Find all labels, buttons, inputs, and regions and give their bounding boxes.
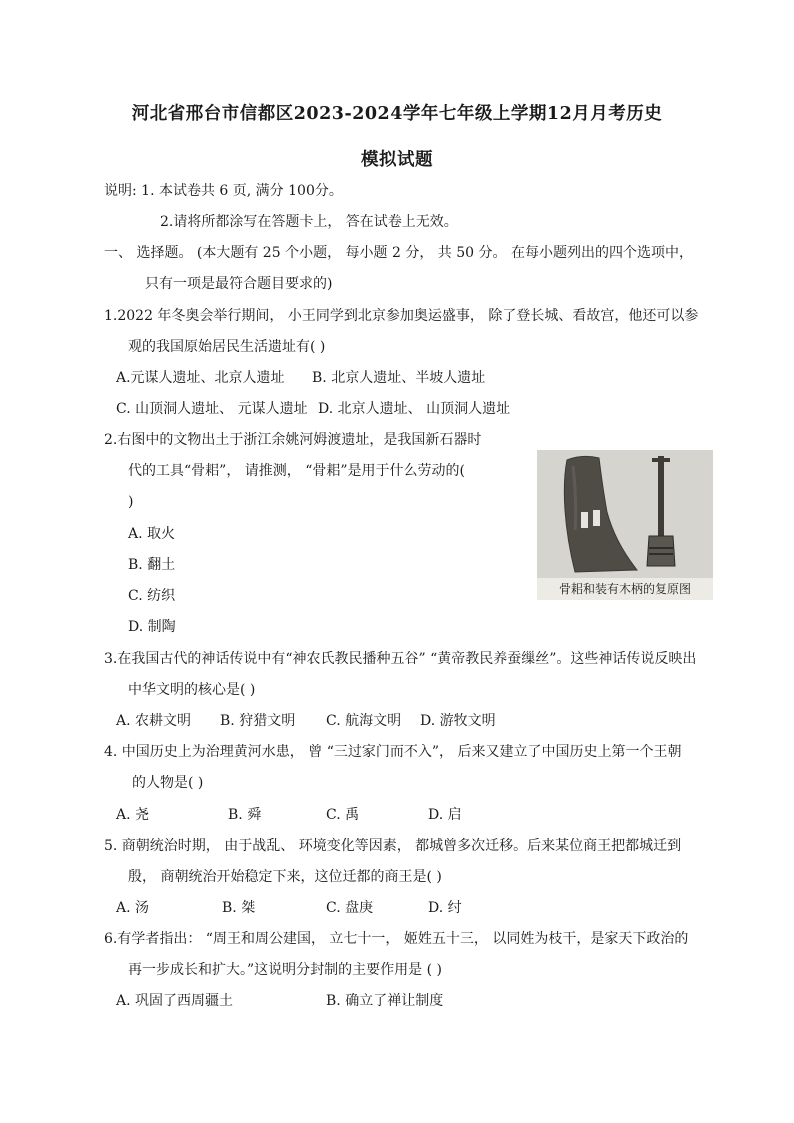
question-4-option-c: C. 禹 [326,807,360,823]
question-3-text: 3.在我国古代的神话传说中有“神农氏教民播种五谷” “黄帝教民养蚕缫丝”。这些神话传说反映出 [104,651,697,667]
question-5-option-b: B. 桀 [222,900,256,916]
question-1-option-c: C. 山顶洞人遗址、 元谋人遗址 [116,401,308,417]
question-4-option-b: B. 舜 [228,807,262,823]
question-6-option-b: B. 确立了禅让制度 [326,993,444,1009]
question-5-option-c: C. 盘庚 [326,900,374,916]
question-1-option-a: A.元谋人遗址、北京人遗址 [116,370,285,386]
page-title: 河北省邢台市信都区2023-2024学年七年级上学期12月月考历史 [131,104,663,124]
page-subtitle: 模拟试题 [361,150,433,170]
question-6-text: 6.有学者指出： “周王和周公建国， 立七十一， 姬姓五十三， 以同姓为枝干，是家天下政治的 [104,931,689,947]
figure-caption: 骨耜和装有木柄的复原图 [537,578,713,600]
question-5-option-a: A. 汤 [116,900,150,916]
question-5-text: 5. 商朝统治时期， 由于战乱、 环境变化等因素， 都城曾多次迁移。后来某位商王把都城迁到 [104,838,682,854]
instructions-line-1: 说明: 1. 本试卷共 6 页, 满分 100分。 [104,183,343,199]
question-2-option-d: D. 制陶 [128,619,176,635]
question-3-option-c: C. 航海文明 [326,713,402,729]
question-1-text: 1.2022 年冬奥会举行期间， 小王同学到北京参加奥运盛事， 除了登长城、看故宫，他还可以参 [104,308,699,324]
section-heading-cont: 只有一项是最符合题目要求的) [145,276,333,292]
question-5-text-cont: 殷， 商朝统治开始稳定下来，这位迁都的商王是( ) [128,869,442,885]
spade-hole-right [593,510,600,526]
question-2-option-c: C. 纺织 [128,588,176,604]
bone-spade-figure [537,450,713,600]
bone-spade-illustration [537,450,713,578]
question-2-option-b: B. 翻土 [128,557,176,573]
wooden-handle-shape [658,456,664,542]
instructions-line-2: 2.请将所都涂写在答题卡上， 答在试卷上无效。 [160,214,458,230]
question-5-option-d: D. 纣 [428,900,462,916]
question-3-option-a: A. 农耕文明 [116,713,192,729]
question-2-text: 2.右图中的文物出土于浙江余姚河姆渡遗址，是我国新石器时 [104,432,482,448]
spade-hole-left [581,512,588,528]
question-6-text-cont: 再一步成长和扩大。”这说明分封制的主要作用是 ( ) [128,962,442,978]
section-heading: 一、 选择题。 (本大题有 25 个小题， 每小题 2 分， 共 50 分。 在每小题列出的四个选项中， [104,245,693,261]
question-3-option-b: B. 狩猎文明 [220,713,296,729]
question-1-option-d: D. 北京人遗址、 山顶洞人遗址 [318,401,511,417]
question-2-option-a: A. 取火 [128,526,176,542]
question-1-text-cont: 观的我国原始居民生活遗址有( ) [128,339,326,355]
mounted-blade-shape [647,536,675,566]
question-4-text-cont: 的人物是( ) [132,775,204,791]
question-3-text-cont: 中华文明的核心是( ) [128,682,256,698]
question-4-text: 4. 中国历史上为治理黄河水患， 曾 “三过家门而不入”， 后来又建立了中国历史上第一个王朝 [104,744,682,760]
question-3-option-d: D. 游牧文明 [420,713,496,729]
question-2-text-end: ) [128,494,134,510]
question-4-option-d: D. 启 [428,807,462,823]
question-2-text-cont: 代的工具“骨耜”， 请推测， “骨耜”是用于什么劳动的( [128,463,465,479]
question-1-option-b: B. 北京人遗址、半坡人遗址 [312,370,486,386]
question-6-option-a: A. 巩固了西周疆土 [116,993,234,1009]
question-4-option-a: A. 尧 [116,807,150,823]
